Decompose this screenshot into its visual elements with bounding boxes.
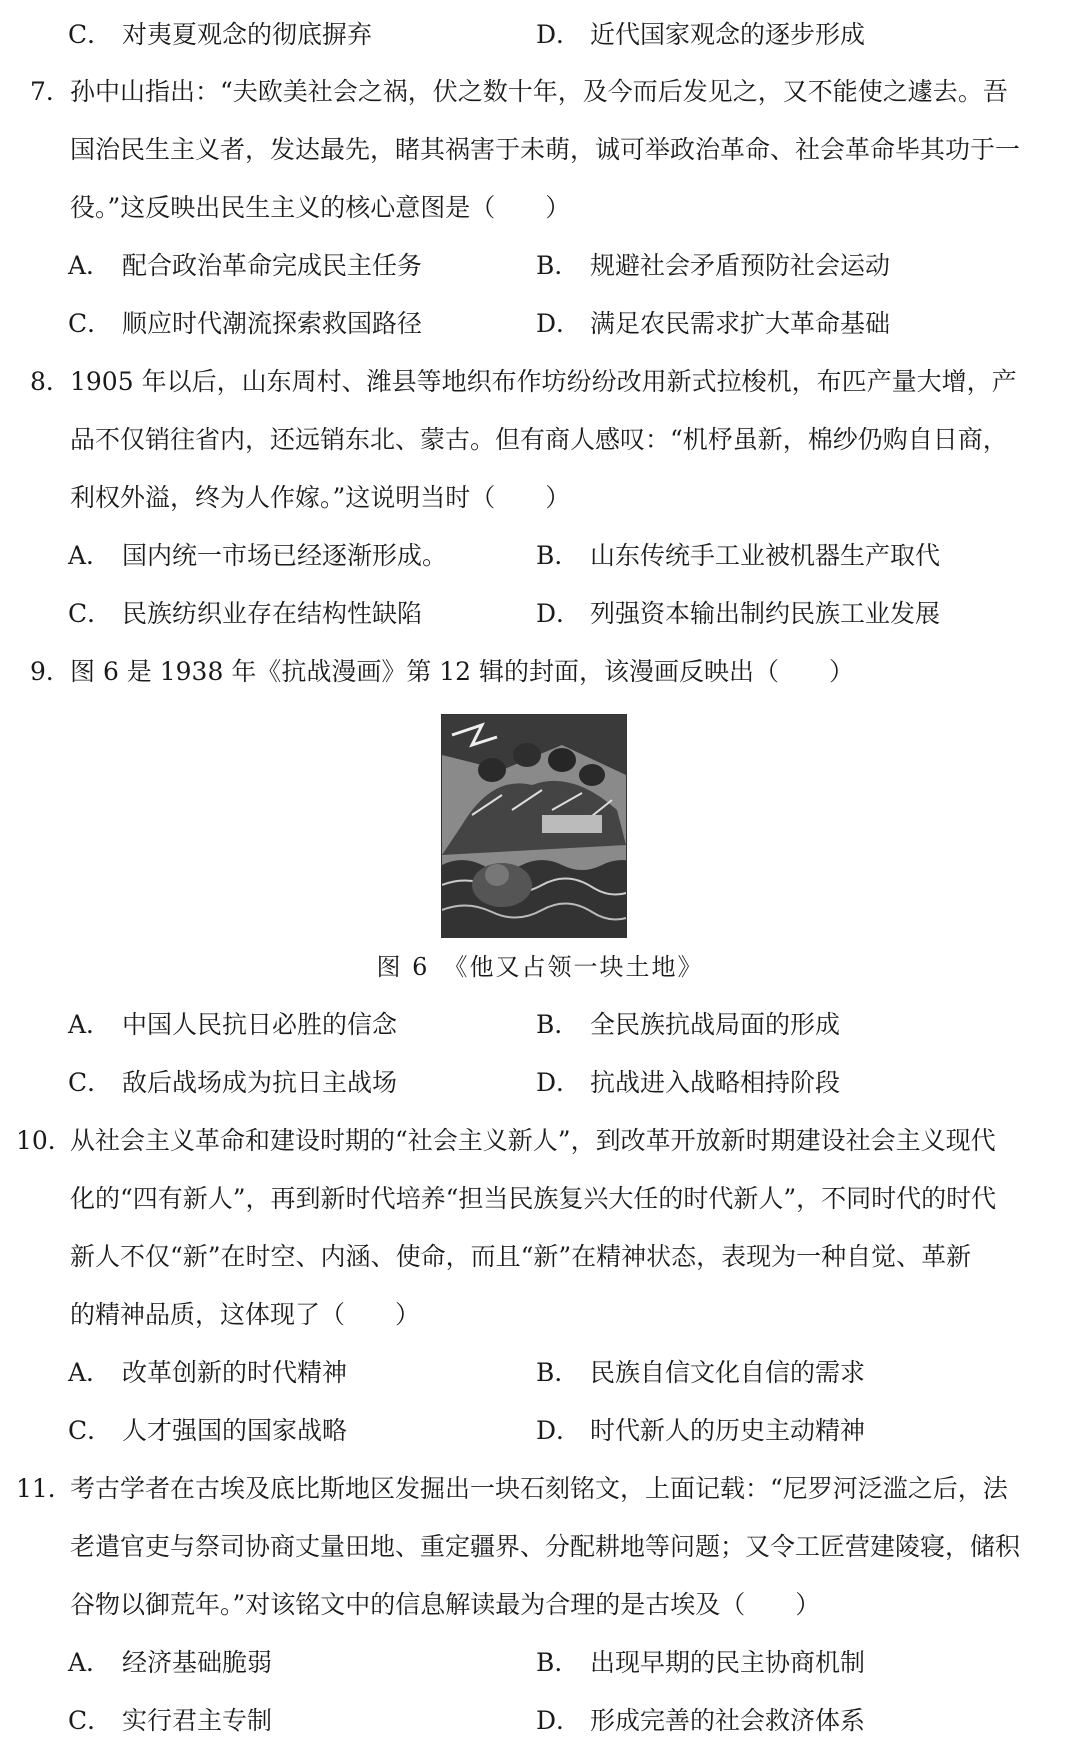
option-text: 抗战进入战略相持阶段	[590, 1068, 841, 1097]
q11-option-d[interactable]	[536, 1704, 865, 1738]
q10-stem-line-1	[16, 1124, 996, 1158]
q7-option-d[interactable]	[536, 307, 890, 341]
q10-option-d[interactable]	[536, 1414, 865, 1448]
stem-text: 考古学者在古埃及底比斯地区发掘出一块石刻铭文，上面记载：“尼罗河泛滥之后，法	[70, 1474, 1008, 1503]
option-text: 时代新人的历史主动精神	[590, 1416, 866, 1445]
q7-stem-line-3: 役。”这反映出民生主义的核心意图是（ ）	[70, 193, 571, 222]
option-label: B．	[536, 1358, 580, 1387]
question-number: 9．	[30, 657, 71, 686]
q8-option-d[interactable]	[536, 597, 940, 631]
option-text: 山东传统手工业被机器生产取代	[590, 541, 941, 570]
q8-stem-line-2: 品不仅销往省内，还远销东北、蒙古。但有商人感叹：“机杼虽新，棉纱仍购自日商，	[70, 425, 1008, 454]
option-label: C．	[68, 1068, 113, 1097]
q8-option-a[interactable]	[68, 539, 447, 573]
option-label: D．	[536, 599, 582, 628]
q7-stem-line-2: 国治民生主义者，发达最先，睹其祸害于未萌，诚可举政治革命、社会革命毕其功于一	[70, 135, 1021, 164]
q8-stem-line-1	[30, 365, 1017, 399]
cartoon-figure-image	[441, 714, 627, 938]
option-label: B．	[536, 1648, 580, 1677]
option-label: D．	[536, 309, 582, 338]
option-label: C．	[68, 599, 113, 628]
q6-option-d[interactable]	[536, 18, 865, 52]
option-label: D．	[536, 1706, 582, 1735]
option-text: 列强资本输出制约民族工业发展	[590, 599, 941, 628]
q7-stem-line-1	[30, 75, 1008, 109]
option-label: C．	[68, 1706, 113, 1735]
option-label: D．	[536, 1416, 582, 1445]
q7-option-a[interactable]	[68, 249, 422, 283]
question-number: 10．	[16, 1126, 73, 1155]
option-label: D．	[536, 20, 582, 49]
option-label: B．	[536, 1010, 580, 1039]
option-text: 规避社会矛盾预防社会运动	[590, 251, 891, 280]
stem-text: 1905 年以后，山东周村、潍县等地织布作坊纷纷改用新式拉梭机，布匹产量大增，产	[70, 367, 1017, 396]
q10-option-b[interactable]	[536, 1356, 865, 1390]
option-label: A．	[68, 1358, 112, 1387]
q8-option-c[interactable]	[68, 597, 422, 631]
option-text: 人才强国的国家战略	[122, 1416, 348, 1445]
option-text: 对夷夏观念的彻底摒弃	[122, 20, 373, 49]
option-label: A．	[68, 541, 112, 570]
question-number: 7．	[30, 77, 71, 106]
q11-stem-line-2: 老遣官吏与祭司协商丈量田地、重定疆界、分配耕地等问题；又令工匠营建陵寝，储积	[70, 1532, 1021, 1561]
stem-text: 图 6 是 1938 年《抗战漫画》第 12 辑的封面，该漫画反映出（ ）	[70, 657, 855, 686]
q9-option-b[interactable]	[536, 1008, 840, 1042]
q10-option-a[interactable]	[68, 1356, 347, 1390]
q11-stem-line-3: 谷物以御荒年。”对该铭文中的信息解读最为合理的是古埃及（ ）	[70, 1590, 821, 1619]
q11-stem-line-1	[16, 1472, 1008, 1506]
option-text: 民族纺织业存在结构性缺陷	[122, 599, 423, 628]
stem-text: 从社会主义革命和建设时期的“社会主义新人”，到改革开放新时期建设社会主义现代	[70, 1126, 996, 1155]
question-number: 11．	[16, 1474, 73, 1503]
cartoon-illustration	[442, 715, 626, 937]
q9-stem-line-1	[30, 655, 854, 689]
option-text: 顺应时代潮流探索救国路径	[122, 309, 423, 338]
q8-stem-line-3: 利权外溢，终为人作嫁。”这说明当时（ ）	[70, 483, 571, 512]
q10-option-c[interactable]	[68, 1414, 347, 1448]
option-text: 中国人民抗日必胜的信念	[122, 1010, 398, 1039]
q11-option-b[interactable]	[536, 1646, 865, 1680]
figure-caption: 图 6 《他又占领一块土地》	[376, 953, 704, 981]
q9-option-a[interactable]	[68, 1008, 397, 1042]
option-label: A．	[68, 1648, 112, 1677]
option-label: D．	[536, 1068, 582, 1097]
option-text: 改革创新的时代精神	[122, 1358, 348, 1387]
q10-stem-line-2: 化的“四有新人”，再到新时代培养“担当民族复兴大任的时代新人”，不同时代的时代	[70, 1184, 997, 1213]
option-text: 民族自信文化自信的需求	[590, 1358, 866, 1387]
option-text: 实行君主专制	[122, 1706, 273, 1735]
option-text: 全民族抗战局面的形成	[590, 1010, 841, 1039]
option-text: 出现早期的民主协商机制	[590, 1648, 866, 1677]
option-text: 满足农民需求扩大革命基础	[590, 309, 891, 338]
q7-option-b[interactable]	[536, 249, 890, 283]
q11-option-a[interactable]	[68, 1646, 272, 1680]
option-label: B．	[536, 251, 580, 280]
option-label: C．	[68, 309, 113, 338]
option-text: 经济基础脆弱	[122, 1648, 273, 1677]
q6-option-c[interactable]	[68, 18, 372, 52]
q10-stem-line-3: 新人不仅“新”在时空、内涵、使命，而且“新”在精神状态，表现为一种自觉、革新	[70, 1242, 972, 1271]
option-text: 敌后战场成为抗日主战场	[122, 1068, 398, 1097]
option-label: A．	[68, 251, 112, 280]
option-text: 配合政治革命完成民主任务	[122, 251, 423, 280]
option-label: C．	[68, 20, 113, 49]
option-text: 近代国家观念的逐步形成	[590, 20, 866, 49]
q7-option-c[interactable]	[68, 307, 422, 341]
q11-option-c[interactable]	[68, 1704, 272, 1738]
option-label: B．	[536, 541, 580, 570]
stem-text: 孙中山指出：“夫欧美社会之祸，伏之数十年，及今而后发见之，又不能使之遽去。吾	[70, 77, 1008, 106]
option-label: A．	[68, 1010, 112, 1039]
option-label: C．	[68, 1416, 113, 1445]
q10-stem-line-4: 的精神品质，这体现了（ ）	[70, 1300, 421, 1329]
option-text: 国内统一市场已经逐渐形成。	[122, 541, 448, 570]
question-number: 8．	[30, 367, 71, 396]
q8-option-b[interactable]	[536, 539, 940, 573]
q9-option-c[interactable]	[68, 1066, 397, 1100]
option-text: 形成完善的社会救济体系	[590, 1706, 866, 1735]
q9-option-d[interactable]	[536, 1066, 840, 1100]
